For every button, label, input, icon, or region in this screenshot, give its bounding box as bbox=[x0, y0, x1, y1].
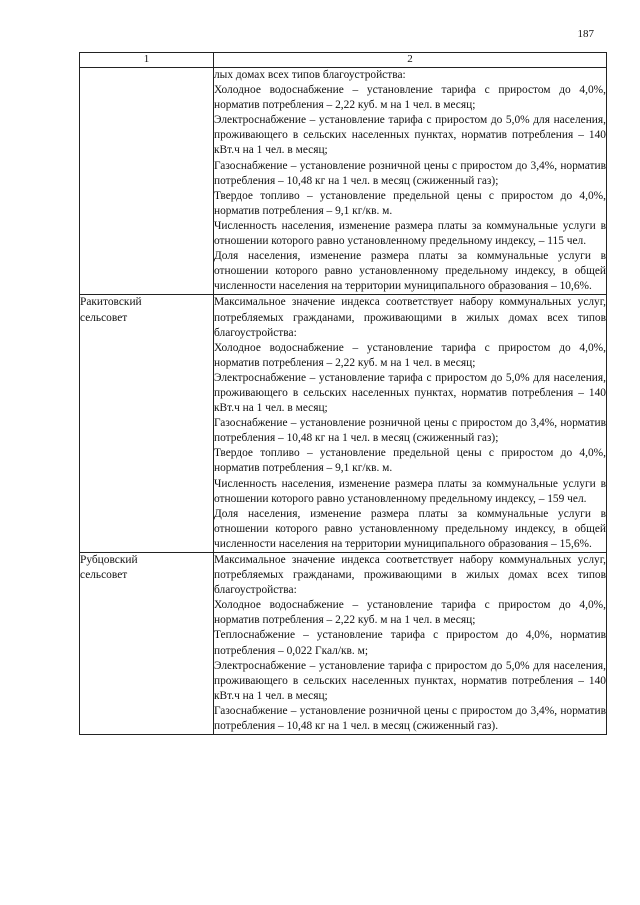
column-header-1: 1 bbox=[80, 53, 214, 68]
paragraph: Теплоснабжение – установление тарифа с приростом до 4,0%, норматив потребления – 0,022 Гкал/кв. м; bbox=[214, 629, 606, 657]
table-row bbox=[80, 295, 607, 553]
paragraph: Максимальное значение индекса соответствует набору коммунальных услуг, потребляемых гражданами, проживающими в жилых домах всех типов благоустройства: bbox=[214, 296, 606, 339]
paragraph: Доля населения, изменение размера платы за коммунальные услуги в отношении которого равно установленному предельному индексу, в общей численности населения на территории муниципального образования – 15,6%. bbox=[214, 507, 606, 550]
paragraph: Доля населения, изменение размера платы за коммунальные услуги в отношении которого равно установленному предельному индексу, в общей численности населения на территории муниципального образования – 10,6%. bbox=[214, 250, 606, 293]
tariff-table bbox=[79, 52, 607, 735]
paragraph: Максимальное значение индекса соответствует набору коммунальных услуг, потребляемых гражданами, проживающими в жилых домах всех типов благоустройства: bbox=[214, 554, 606, 597]
region-type: сельсовет bbox=[80, 311, 128, 324]
paragraph: Холодное водоснабжение – установление тарифа с приростом до 4,0%, норматив потребления – 2,22 куб. м на 1 чел. в месяц; bbox=[214, 599, 606, 627]
region-cell bbox=[80, 553, 214, 735]
table-row bbox=[80, 68, 607, 295]
region-cell bbox=[80, 295, 214, 553]
column-header-2: 2 bbox=[214, 53, 607, 68]
paragraph: Электроснабжение – установление тарифа с приростом до 5,0% для населения, проживающего в сельских населенных пунктах, норматив потребления – 140 кВт.ч на 1 чел. в месяц; bbox=[214, 114, 606, 157]
paragraph: Газоснабжение – установление розничной цены с приростом до 3,4%, норматив потребления – 10,48 кг на 1 чел. в месяц (сжиженный газ). bbox=[214, 704, 606, 733]
paragraph: Твердое топливо – установление предельной цены с приростом до 4,0%, норматив потребления – 9,1 кг/кв. м. bbox=[214, 447, 606, 475]
paragraph: Электроснабжение – установление тарифа с приростом до 5,0% для населения, проживающего в сельских населенных пунктах, норматив потребления – 140 кВт.ч на 1 чел. в месяц; bbox=[214, 659, 606, 702]
paragraph: Газоснабжение – установление розничной цены с приростом до 3,4%, норматив потребления – 10,48 кг на 1 чел. в месяц (сжиженный газ); bbox=[214, 417, 606, 445]
region-type: сельсовет bbox=[80, 569, 128, 582]
content-cell bbox=[214, 68, 607, 295]
region-cell bbox=[80, 68, 214, 295]
table-row bbox=[80, 553, 607, 735]
region-name: Рубцовский bbox=[80, 554, 138, 566]
table-header-row bbox=[80, 53, 607, 68]
paragraph: Электроснабжение – установление тарифа с приростом до 5,0% для населения, проживающего в сельских населенных пунктах, норматив потребления – 140 кВт.ч на 1 чел. в месяц; bbox=[214, 371, 606, 415]
paragraph: Холодное водоснабжение – установление тарифа с приростом до 4,0%, норматив потребления – 2,22 куб. м на 1 чел. в месяц; bbox=[214, 341, 606, 369]
region-name: Ракитовский bbox=[80, 296, 142, 309]
paragraph: лых домах всех типов благоустройства: bbox=[214, 69, 406, 81]
paragraph: Газоснабжение – установление розничной цены с приростом до 3,4%, норматив потребления – 10,48 кг на 1 чел. в месяц (сжиженный газ); bbox=[214, 159, 606, 187]
paragraph: Холодное водоснабжение – установление тарифа с приростом до 4,0%, норматив потребления – 2,22 куб. м на 1 чел. в месяц; bbox=[214, 84, 606, 112]
paragraph: Твердое топливо – установление предельной цены с приростом до 4,0%, норматив потребления – 9,1 кг/кв. м. bbox=[214, 189, 606, 217]
paragraph: Численность населения, изменение размера платы за коммунальные услуги в отношении которого равно установленному предельному индексу, – 115 чел. bbox=[214, 219, 606, 248]
content-cell bbox=[214, 295, 607, 553]
content-cell bbox=[214, 553, 607, 735]
page-number: 187 bbox=[577, 28, 594, 40]
paragraph: Численность населения, изменение размера платы за коммунальные услуги в отношении которого равно установленному предельному индексу, – 159 чел. bbox=[214, 477, 606, 505]
